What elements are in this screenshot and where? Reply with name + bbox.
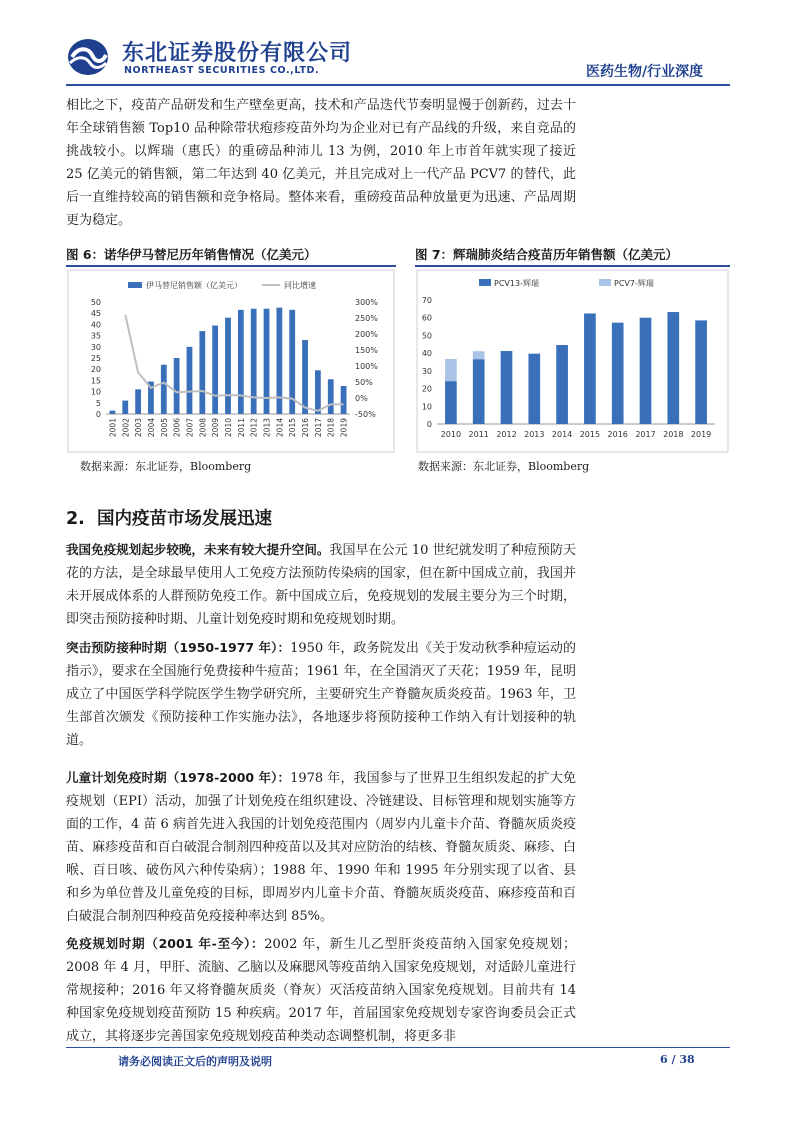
y-tick-left: 5	[95, 398, 101, 408]
x-tick: 2018	[663, 430, 684, 439]
x-tick: 2004	[146, 418, 156, 438]
bar-pcv13	[445, 381, 457, 424]
figure7-chart	[415, 268, 730, 454]
x-tick: 2017	[635, 430, 656, 439]
paragraph-text: 2002 年，新生儿乙型肝炎疫苗纳入国家免疫规划；2008 年 4 月，甲肝、流脑、乙脑以及麻腮风等疫苗纳入国家免疫规划，对适龄儿童进行常规接种；2016 年又将脊髓灰质炎（脊灰）灭活疫苗纳入国家免疫规划。目前共有 14 种国家免疫规划疫苗预防 15 种疾病。2017 年，首届国家免疫规划专家咨询委员会正式成立，其将逐步完善国家免疫规划疫苗种类动态调整机制，将更多非	[66, 937, 576, 1044]
section-title: 国内疫苗市场发展迅速	[97, 509, 273, 529]
legend-swatch-bar	[128, 282, 142, 288]
x-tick: 2011	[468, 430, 489, 439]
paragraph-period-2	[66, 766, 576, 928]
bar-imatinib	[110, 411, 116, 414]
bar-pcv13	[528, 354, 540, 424]
legend-swatch-pcv7	[599, 279, 611, 286]
x-tick: 2016	[607, 430, 628, 439]
bar-imatinib	[225, 318, 231, 414]
y-tick-left: 15	[90, 376, 101, 386]
header-divider	[66, 84, 730, 86]
y-tick-right: 300%	[355, 298, 378, 307]
bar-imatinib	[328, 379, 334, 414]
company-logo	[66, 37, 110, 77]
legend-label-line: 同比增速	[284, 281, 316, 290]
bar-pcv13	[556, 345, 568, 424]
y-tick-left: 30	[90, 342, 101, 352]
company-name-en: NORTHEAST SECURITIES CO.,LTD.	[124, 65, 320, 76]
figure7-title: 图 7：辉瑞肺炎结合疫苗历年销售额（亿美元）	[415, 245, 730, 267]
x-tick: 2016	[301, 418, 311, 438]
x-tick: 2006	[172, 418, 182, 438]
x-tick: 2018	[326, 418, 336, 438]
paragraph-lead: 免疫规划时期（2001 年-至今）：	[66, 936, 265, 951]
bar-pcv13	[612, 323, 624, 424]
y-tick: 60	[421, 313, 432, 323]
x-tick: 2007	[185, 418, 195, 438]
y-tick: 70	[421, 296, 432, 305]
bar-pcv13	[584, 313, 596, 424]
y-tick: 20	[421, 384, 432, 394]
paragraph-text: 1950 年，政务院发出《关于发动秋季种痘运动的指示》，要求在全国施行免费接种牛痘苗；1961 年，在全国消灭了天花；1959 年，昆明成立了中国医学科学院医学生物学研究所，主要研究生产脊髓灰质炎疫苗。1963 年，卫生部首次颁发《预防接种工作实施办法》，各地逐步将预防接种工作纳入有计划接种的轨道。	[66, 641, 577, 748]
paragraph-period-3	[66, 932, 576, 1048]
x-tick: 2009	[211, 418, 221, 438]
y-tick-left: 10	[90, 387, 101, 397]
y-tick-right: 0%	[355, 394, 368, 403]
x-tick: 2010	[440, 430, 462, 439]
footer-disclaimer: 请务必阅读正文后的声明及说明	[118, 1055, 272, 1068]
y-tick-left: 40	[90, 320, 101, 330]
y-tick: 10	[421, 402, 432, 412]
intro-text: 相比之下，疫苗产品研发和生产壁垒更高，技术和产品迭代节奏明显慢于创新药，过去十年全球销售额 Top10 品种除带状疱疹疫苗外均为企业对已有产品线的升级，来自竞品的挑战较小。以辉瑞（惠氏）的重磅品种沛儿 13 为例，2010 年上市首年就实现了接近 25 亿美元的销售额，第二年达到 40 亿美元，并且完成对上一代产品 PCV7 的替代，此后一直维持较高的销售额和竞争格局。整体来看，重磅疫苗品种放量更为迅速、产品周期更为稳定。	[66, 98, 576, 228]
bar-imatinib	[341, 386, 347, 414]
x-tick: 2014	[551, 430, 573, 439]
bar-pcv13	[640, 318, 652, 424]
bar-imatinib	[212, 326, 218, 414]
legend-label-pcv7: PCV7-辉瑞	[614, 279, 654, 288]
y-tick-left: 20	[90, 365, 101, 375]
x-tick: 2017	[313, 418, 323, 438]
figure6-source: 数据来源：东北证券，Bloomberg	[80, 460, 252, 473]
x-tick: 2003	[134, 418, 144, 438]
x-tick: 2013	[262, 418, 272, 438]
bar-imatinib	[315, 370, 321, 414]
x-tick: 2001	[108, 418, 118, 438]
company-name-cn: 东北证券股份有限公司	[122, 41, 353, 66]
y-tick: 0	[426, 420, 432, 429]
y-tick-right: 100%	[355, 362, 378, 371]
bar-imatinib	[302, 340, 308, 414]
paragraph-lead: 儿童计划免疫时期（1978-2000 年）：	[66, 770, 291, 785]
bar-imatinib	[122, 401, 128, 414]
x-tick: 2012	[496, 430, 517, 439]
x-tick: 2014	[275, 418, 285, 438]
x-tick: 2008	[198, 418, 208, 438]
footer-divider	[66, 1047, 730, 1048]
y-tick-left: 0	[95, 410, 101, 419]
legend-label-bar: 伊马替尼销售额（亿美元）	[146, 281, 242, 290]
bar-imatinib	[174, 358, 180, 414]
x-tick: 2002	[121, 418, 131, 438]
bar-pcv7	[473, 351, 485, 359]
x-tick: 2011	[236, 418, 246, 438]
bar-pcv13	[695, 320, 707, 424]
x-tick: 2019	[339, 418, 349, 438]
y-tick-right: 250%	[355, 314, 378, 323]
y-tick-left: 45	[90, 309, 101, 319]
intro-paragraph	[66, 94, 576, 232]
section-heading	[66, 505, 272, 530]
y-tick-left: 25	[90, 354, 101, 363]
bar-imatinib	[238, 310, 244, 414]
y-tick: 40	[421, 349, 432, 359]
x-tick: 2010	[224, 418, 233, 438]
bar-pcv13	[501, 351, 513, 424]
paragraph-lead: 突击预防接种时期（1950-1977 年）：	[66, 640, 291, 655]
paragraph-lead: 我国免疫规划起步较晚，未来有较大提升空间。	[66, 542, 330, 557]
x-tick: 2012	[249, 418, 259, 438]
y-tick-left: 35	[90, 331, 101, 341]
bar-pcv13	[667, 312, 679, 424]
y-tick: 50	[421, 331, 432, 341]
line-yoy-growth	[125, 315, 343, 411]
bar-imatinib	[199, 331, 205, 414]
figure6-chart	[66, 268, 396, 454]
x-tick: 2015	[288, 418, 298, 438]
bar-imatinib	[161, 365, 167, 414]
legend-swatch-pcv13	[479, 279, 491, 286]
x-tick: 2015	[579, 430, 601, 439]
bar-pcv13	[473, 359, 485, 424]
paragraph-text: 1978 年，我国参与了世界卫生组织发起的扩大免疫规划（EPI）活动，加强了计划免疫在组织建设、冷链建设、目标管理和规划实施等方面的工作，4 苗 6 病首先进入我国的计划免疫范围内（周岁内儿童卡介苗、脊髓灰质炎疫苗、麻疹疫苗和百白破混合制剂四种疫苗以及其对应防治的结核、脊髓灰质炎、麻疹、白喉、百日咳、破伤风六种传染病）；1988 年、1990 年和 1995 年分别实现了以省、县和乡为单位普及儿童免疫的目标，即周岁内儿童卡介苗、脊髓灰质炎疫苗、麻疹疫苗和百白破混合制剂四种疫苗免疫接种率达到 85%。	[66, 771, 577, 924]
section-number: 2.	[66, 509, 85, 529]
paragraph-period-1	[66, 636, 576, 752]
page-number: 6 / 38	[660, 1053, 695, 1066]
x-tick: 2005	[159, 418, 169, 438]
y-tick-right: 50%	[355, 378, 373, 387]
y-tick-right: 200%	[355, 330, 378, 339]
figure7-source: 数据来源：东北证券，Bloomberg	[418, 460, 590, 473]
industry-label: 医药生物/行业深度	[586, 64, 704, 80]
legend-label-pcv13: PCV13-辉瑞	[494, 279, 539, 288]
paragraph-immunization-overview	[66, 538, 576, 631]
x-tick: 2013	[524, 430, 545, 439]
y-tick: 30	[421, 366, 432, 376]
paragraph-text: 我国早在公元 10 世纪就发明了种痘预防天花的方法，是全球最早使用人工免疫方法预防传染病的国家，但在新中国成立前，我国并未开展成体系的人群预防免疫工作。新中国成立后，免疫规划的发展主要分为三个时期，即突击预防接种时期、儿童计划免疫时期和免疫规划时期。	[66, 543, 576, 627]
figure6-title: 图 6：诺华伊马替尼历年销售情况（亿美元）	[66, 245, 396, 267]
y-tick-left: 50	[90, 298, 101, 307]
bar-imatinib	[187, 347, 193, 414]
bar-pcv7	[445, 359, 457, 381]
bar-imatinib	[135, 389, 141, 414]
y-tick-right: 150%	[355, 346, 378, 355]
chart-frame	[417, 270, 728, 452]
x-tick: 2019	[690, 430, 712, 439]
y-tick-right: -50%	[355, 410, 376, 419]
